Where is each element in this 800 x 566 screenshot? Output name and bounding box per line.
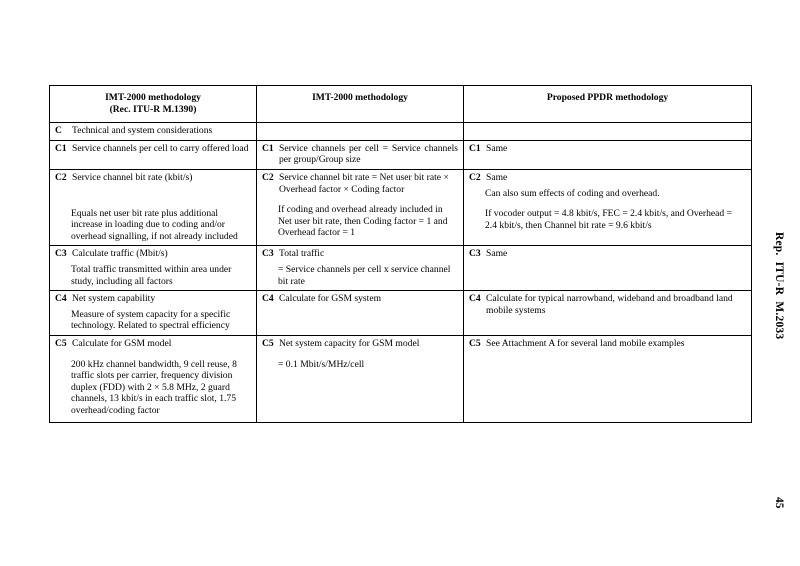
table-row: [50, 291, 752, 336]
section-row: [50, 123, 752, 141]
cell-note: = Service channels per cell x service channel bit rate: [278, 263, 451, 287]
cell-note: Total traffic transmitted within area under study, including all factors: [71, 263, 232, 287]
section-cell: C Technical and system considerations: [50, 123, 257, 141]
cell-imt: C2 Service channel bit rate = Net user bit rate × Overhead factor × Coding factor If coding and overhead already included in Net user bit rate, then Coding factor = 1 and Overhead factor = 1: [257, 169, 464, 245]
cell-ppdr: C4 Calculate for typical narrowband, wideband and broadband land mobile systems: [464, 291, 752, 336]
table-row: [50, 246, 752, 291]
table-row: [50, 140, 752, 169]
table-row: [50, 169, 752, 245]
table-row: [50, 335, 752, 423]
cell-imt1390: C5 Calculate for GSM model 200 kHz channel bandwidth, 9 cell reuse, 8 traffic slots per carrier, frequency division duplex (FDD) with 2 × 5.8 MHz, 2 guard channels, 13 kbit/s in each traffic slot, 1.75 overhead/coding factor: [50, 335, 257, 423]
cell-ppdr: C2 Same Can also sum effects of coding and overhead. If vocoder output = 4.8 kbit/s, FEC = 2.4 kbit/s, and Overhead = 2.4 kbit/s, then Channel bit rate = 9.6 kbit/s: [464, 169, 752, 245]
cell-imt1390: C4 Net system capability Measure of system capacity for a specific technology. Related to spectral efficiency: [50, 291, 257, 336]
header-imt2000: IMT-2000 methodology: [257, 86, 464, 123]
cell-imt1390: C2 Service channel bit rate (kbit/s) Equals net user bit rate plus additional increase in loading due to coding and/or overhead signalling, if not already included: [50, 169, 257, 245]
cell-imt: C3 Total traffic = Service channels per cell x service channel bit rate: [257, 246, 464, 291]
cell-note: 200 kHz channel bandwidth, 9 cell reuse, 8 traffic slots per carrier, frequency division duplex (FDD) with 2 × 5.8 MHz, 2 guard channels, 13 kbit/s in each traffic slot, 1.75 overhead/coding factor: [71, 358, 237, 416]
cell-note: = 0.1 Mbit/s/MHz/cell: [278, 358, 365, 370]
methodology-table: [49, 85, 752, 423]
cell-note: Equals net user bit rate plus additional increase in loading due to coding and/or overhead signalling, if not already included: [71, 207, 238, 242]
cell-imt: C5 Net system capacity for GSM model = 0.1 Mbit/s/MHz/cell: [257, 335, 464, 423]
cell-note: Measure of system capacity for a specific technology. Related to spectral efficiency: [71, 308, 231, 332]
cell-imt: C4 Calculate for GSM system: [257, 291, 464, 336]
cell-note: If coding and overhead already included in Net user bit rate, then Coding factor = 1 and Overhead factor = 1: [278, 204, 448, 239]
cell-imt1390: C1 Service channels per cell to carry offered load: [50, 140, 257, 169]
header-row: [50, 86, 752, 123]
cell-note: If vocoder output = 4.8 kbit/s, FEC = 2.4 kbit/s, and Overhead = 2.4 kbit/s, then Channel bit rate = 9.6 kbit/s: [485, 208, 732, 231]
cell-note: Can also sum effects of coding and overhead.: [485, 187, 660, 199]
cell-imt: C1 Service channels per cell = Service channels per group/Group size: [257, 140, 464, 169]
header-ppdr: Proposed PPDR methodology: [464, 86, 752, 123]
cell-ppdr: C5 See Attachment A for several land mobile examples: [464, 335, 752, 423]
header-imt2000-m1390: IMT-2000 methodology (Rec. ITU-R M.1390): [50, 86, 257, 123]
cell-imt1390: C3 Calculate traffic (Mbit/s) Total traffic transmitted within area under study, including all factors: [50, 246, 257, 291]
running-header: Rep. ITU-R M.2033: [773, 232, 785, 340]
cell-ppdr: C3 Same: [464, 246, 752, 291]
cell-ppdr: C1 Same: [464, 140, 752, 169]
page-number: 45: [773, 497, 785, 509]
